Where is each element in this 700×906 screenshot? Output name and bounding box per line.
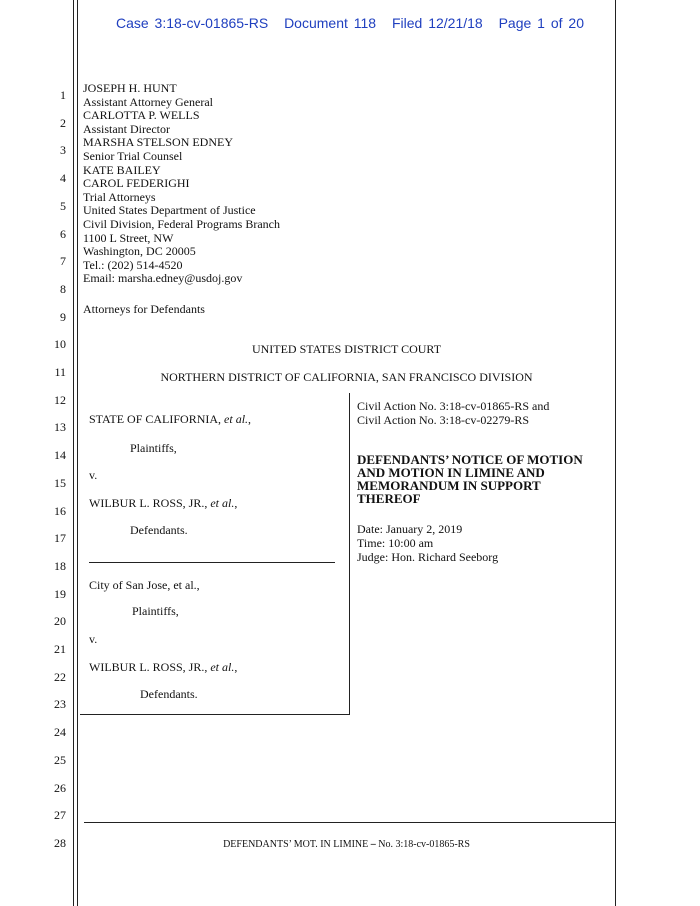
line-number: 21 bbox=[54, 642, 66, 656]
counsel-line: Tel.: (202) 514-4520 bbox=[83, 257, 183, 272]
et-al: et al. bbox=[210, 496, 235, 510]
defendants-label: Defendants. bbox=[130, 523, 188, 537]
line-number: 4 bbox=[60, 171, 66, 186]
civil-action-line-1: Civil Action No. 3:18-cv-01865-RS and bbox=[357, 399, 550, 413]
line-number: 5 bbox=[60, 198, 66, 213]
case-number: Case 3:18-cv-01865-RS bbox=[115, 15, 269, 31]
court-district: NORTHERN DISTRICT OF CALIFORNIA, SAN FRANCISCO DIVISION bbox=[160, 370, 533, 384]
line-number: 25 bbox=[54, 752, 66, 767]
left-margin-rule-outer bbox=[73, 0, 74, 906]
line-number: 15 bbox=[54, 475, 66, 490]
left-margin-rule-inner bbox=[77, 0, 78, 906]
counsel-block bbox=[83, 82, 280, 286]
line-number: 7 bbox=[60, 254, 66, 269]
document-title bbox=[357, 453, 583, 505]
counsel-line: Washington, DC 20005 bbox=[83, 244, 196, 259]
counsel-line: Senior Trial Counsel bbox=[83, 148, 183, 163]
defendant-name bbox=[89, 660, 237, 675]
punctuation: , bbox=[234, 496, 238, 510]
counsel-line: CARLOTTA P. WELLS bbox=[83, 108, 200, 123]
defendant-name bbox=[89, 496, 237, 511]
civil-action-line-2: Civil Action No. 3:18-cv-02279-RS bbox=[357, 413, 529, 427]
line-number: 10 bbox=[54, 337, 66, 352]
court-name: UNITED STATES DISTRICT COURT bbox=[251, 342, 442, 356]
hearing-time: Time: 10:00 am bbox=[357, 536, 434, 550]
line-number: 9 bbox=[60, 309, 66, 324]
footer-rule bbox=[84, 822, 615, 823]
versus-label: v. bbox=[89, 468, 98, 482]
counsel-line: 1100 L Street, NW bbox=[83, 230, 174, 245]
line-number: 14 bbox=[54, 448, 66, 463]
presiding-judge: Judge: Hon. Richard Seeborg bbox=[357, 550, 499, 564]
counsel-line: Email: marsha.edney@usdoj.gov bbox=[83, 271, 243, 286]
title-line: THEREOF bbox=[357, 491, 421, 506]
counsel-line: Assistant Director bbox=[83, 121, 170, 136]
footer-suffix: No. 3:18-cv-01865-RS bbox=[375, 839, 470, 850]
line-number: 17 bbox=[54, 531, 66, 546]
versus-label: v. bbox=[89, 632, 98, 646]
page-indicator: Page 1 of 20 bbox=[498, 15, 584, 31]
counsel-line: United States Department of Justice bbox=[83, 203, 256, 218]
defendant-text: WILBUR L. ROSS, JR., bbox=[89, 660, 211, 674]
line-number: 11 bbox=[54, 365, 66, 379]
counsel-line: KATE BAILEY bbox=[83, 162, 161, 177]
footer-text bbox=[78, 839, 615, 850]
line-number: 24 bbox=[54, 725, 66, 740]
hearing-date: Date: January 2, 2019 bbox=[357, 522, 463, 536]
line-number: 23 bbox=[54, 697, 66, 712]
line-number: 18 bbox=[54, 558, 66, 573]
counsel-line: MARSHA STELSON EDNEY bbox=[83, 135, 234, 150]
filed-date: Filed 12/21/18 bbox=[391, 15, 483, 31]
case-separator-rule bbox=[89, 562, 335, 563]
plaintiff-name bbox=[89, 412, 251, 427]
line-number: 22 bbox=[54, 669, 66, 684]
line-number: 16 bbox=[54, 503, 66, 518]
title-line: DEFENDANTS’ NOTICE OF MOTION bbox=[357, 452, 583, 467]
defendant-text: WILBUR L. ROSS, JR., bbox=[89, 496, 211, 510]
title-line: MEMORANDUM IN SUPPORT bbox=[357, 478, 541, 493]
attorneys-for-label: Attorneys for Defendants bbox=[83, 302, 205, 316]
caption-bottom-rule bbox=[80, 714, 350, 715]
line-number: 19 bbox=[54, 586, 66, 601]
right-margin-rule bbox=[615, 0, 616, 906]
footer-dash: – bbox=[370, 839, 376, 850]
line-number: 20 bbox=[54, 614, 66, 629]
line-number: 2 bbox=[60, 115, 66, 130]
line-number: 27 bbox=[54, 808, 66, 823]
title-line: AND MOTION IN LIMINE AND bbox=[357, 465, 545, 480]
plaintiffs-label: Plaintiffs, bbox=[132, 604, 179, 618]
plaintiff-text: STATE OF CALIFORNIA, bbox=[89, 412, 225, 426]
punctuation: , bbox=[248, 412, 252, 426]
document-number: Document 118 bbox=[284, 15, 377, 31]
defendants-label: Defendants. bbox=[140, 687, 198, 701]
counsel-line: Trial Attorneys bbox=[83, 189, 156, 204]
caption-divider bbox=[349, 393, 350, 714]
counsel-line: JOSEPH H. HUNT bbox=[83, 81, 177, 95]
line-number: 12 bbox=[54, 392, 66, 407]
plaintiffs-label: Plaintiffs, bbox=[130, 441, 177, 455]
ecf-filing-header bbox=[0, 15, 700, 31]
line-number: 1 bbox=[60, 88, 66, 102]
line-number: 26 bbox=[54, 780, 66, 795]
line-number: 13 bbox=[54, 420, 66, 435]
counsel-line: Civil Division, Federal Programs Branch bbox=[83, 216, 280, 231]
line-number: 28 bbox=[54, 835, 66, 850]
footer-prefix: DEFENDANTS’ MOT. IN LIMINE bbox=[223, 839, 371, 850]
plaintiff-name: City of San Jose, et al., bbox=[89, 578, 200, 592]
counsel-line: CAROL FEDERIGHI bbox=[83, 176, 190, 191]
line-number: 3 bbox=[60, 143, 66, 158]
punctuation: , bbox=[234, 660, 238, 674]
line-number: 6 bbox=[60, 226, 66, 241]
et-al: et al. bbox=[210, 660, 235, 674]
et-al: et al. bbox=[224, 412, 249, 426]
counsel-line: Assistant Attorney General bbox=[83, 94, 213, 109]
line-number: 8 bbox=[60, 281, 66, 296]
